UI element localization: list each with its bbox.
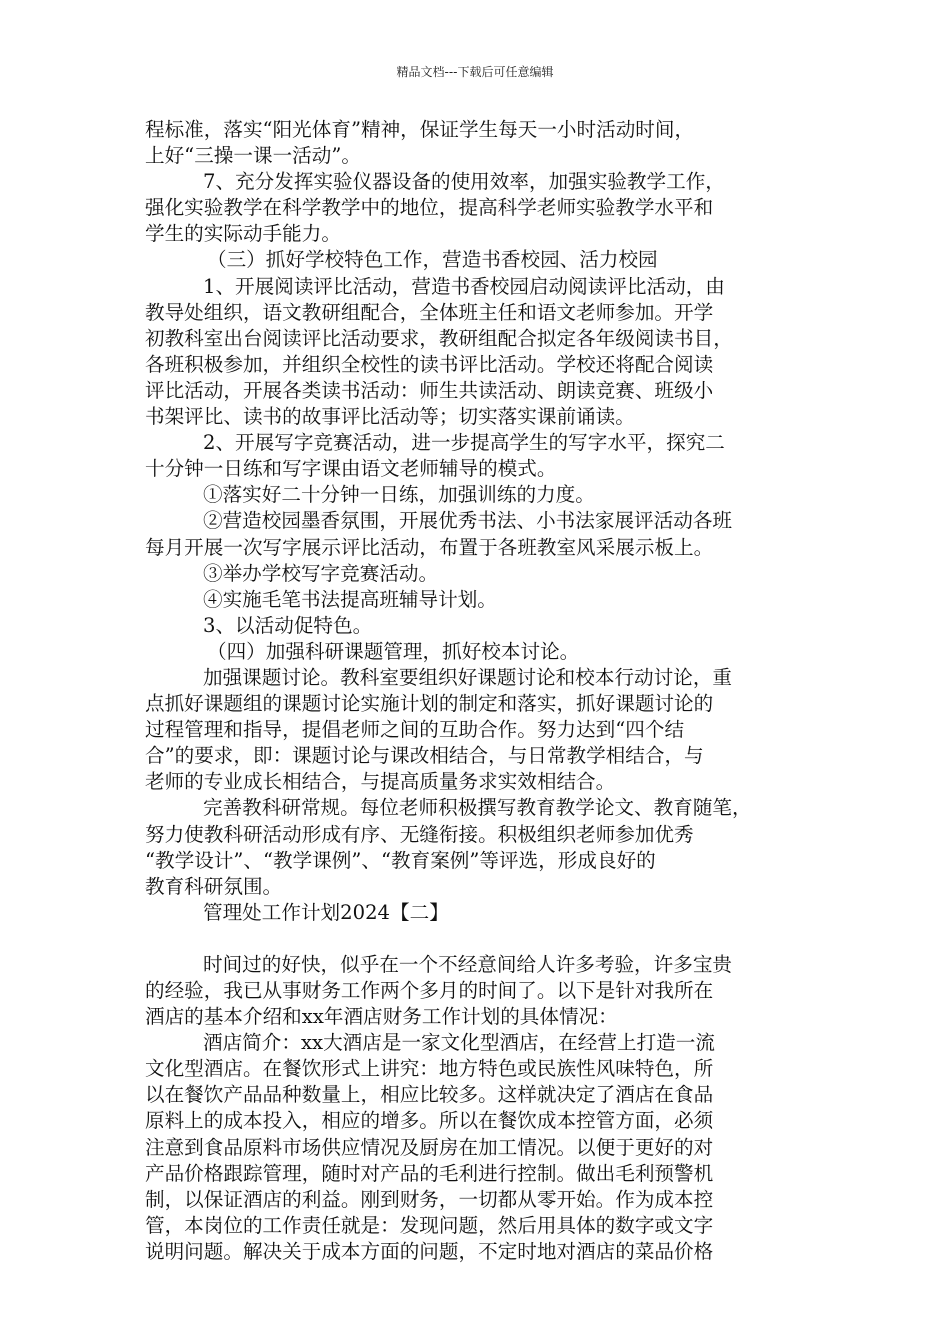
text-line: 强化实验教学在科学教学中的地位，提高科学老师实验教学水平和 — [145, 196, 714, 220]
text-line: 1、开展阅读评比活动，营造书香校园启动阅读评比活动，由 — [203, 274, 725, 298]
text-line: ③举办学校写字竞赛活动。 — [203, 561, 439, 585]
text-line: “教学设计”、“教学课例”、“教育案例”等评选，形成良好的 — [145, 848, 656, 872]
text-line: 7、充分发挥实验仪器设备的使用效率，加强实验教学工作， — [203, 170, 725, 194]
text-line: 程标准，落实“阳光体育”精神，保证学生每天一小时活动时间， — [145, 118, 695, 141]
text-line: 以在餐饮产品品种数量上，相应比较多。这样就决定了酒店在食品 — [145, 1083, 714, 1107]
text-line: 合”的要求，即：课题讨论与课改相结合，与日常教学相结合，与 — [145, 744, 704, 768]
text-line: 注意到食品原料市场供应情况及厨房在加工情况。以便于更好的对 — [145, 1135, 714, 1159]
text-line: 加强课题讨论。教科室要组织好课题讨论和校本行动讨论，重 — [203, 665, 733, 689]
text-line: 的经验，我已从事财务工作两个多月的时间了。以下是针对我所在 — [145, 979, 714, 1002]
text-line: 管，本岗位的工作责任就是：发现问题，然后用具体的数字或文字 — [145, 1213, 714, 1237]
text-line: 原料上的成本投入，相应的增多。所以在餐饮成本控管方面，必须 — [145, 1109, 714, 1133]
text-line: 书架评比、读书的故事评比活动等；切实落实课前诵读。 — [145, 405, 635, 429]
document-body — [145, 117, 807, 1265]
text-line: 产品价格跟踪管理，随时对产品的毛利进行控制。做出毛利预警机 — [145, 1161, 714, 1185]
text-line: （三）抓好学校特色工作，营造书香校园、活力校园 — [207, 248, 658, 272]
text-line: 各班积极参加，并组织全校性的读书评比活动。学校还将配合阅读 — [145, 352, 714, 376]
text-line: 管理处工作计划2024【二】 — [203, 900, 449, 924]
text-line: 2、开展写字竞赛活动，进一步提高学生的写字水平，探究二 — [203, 431, 725, 455]
text-line: 酒店简介：xx大酒店是一家文化型酒店，在经营上打造一流 — [203, 1031, 715, 1055]
text-line: （四）加强科研课题管理，抓好校本讨论。 — [207, 639, 580, 663]
text-line: 每月开展一次写字展示评比活动，布置于各班教室风采展示板上。 — [145, 535, 714, 559]
page-header: 精品文档---下载后可任意编辑 — [396, 65, 554, 79]
text-line: 3、以活动促特色。 — [203, 613, 373, 637]
text-line: 学生的实际动手能力。 — [145, 222, 341, 246]
text-line: 说明问题。解决关于成本方面的问题，不定时地对酒店的菜品价格 — [145, 1239, 714, 1263]
text-line: 文化型酒店。在餐饮形式上讲究：地方特色或民族性风味特色，所 — [145, 1057, 714, 1081]
text-line: 老师的专业成长相结合，与提高质量务求实效相结合。 — [145, 770, 616, 794]
text-line: 教导处组织，语文教研组配合，全体班主任和语文老师参加。开学 — [145, 300, 714, 324]
text-line: 点抓好课题组的课题讨论实施计划的制定和落实，抓好课题讨论的 — [145, 692, 714, 716]
text-line: 上好“三操一课一活动”。 — [145, 144, 361, 168]
text-line: 制，以保证酒店的利益。刚到财务，一切都从零开始。作为成本控 — [145, 1187, 714, 1211]
text-line: 初教科室出台阅读评比活动要求，教研组配合拟定各年级阅读书目， — [145, 326, 733, 350]
text-line: 十分钟一日练和写字课由语文老师辅导的模式。 — [145, 457, 557, 481]
blank-line — [145, 926, 807, 952]
text-line: 酒店的基本介绍和xx年酒店财务工作计划的具体情况： — [145, 1005, 618, 1029]
text-line: ④实施毛笔书法提高班辅导计划。 — [203, 587, 497, 611]
text-line: ①落实好二十分钟一日练，加强训练的力度。 — [203, 483, 595, 507]
text-line: 完善教科研常规。每位老师积极撰写教育教学论文、教育随笔， — [203, 796, 752, 820]
text-line: 时间过的好快，似乎在一个不经意间给人许多考验，许多宝贵 — [203, 952, 733, 976]
text-line: ②营造校园墨香氛围，开展优秀书法、小书法家展评活动各班 — [203, 509, 733, 533]
text-line: 教育科研氛围。 — [145, 874, 283, 898]
text-line: 评比活动，开展各类读书活动：师生共读活动、朗读竞赛、班级小 — [145, 378, 714, 402]
text-line: 努力使教科研活动形成有序、无缝衔接。积极组织老师参加优秀 — [145, 822, 694, 846]
text-line: 过程管理和指导，提倡老师之间的互助合作。努力达到“四个结 — [145, 718, 685, 742]
